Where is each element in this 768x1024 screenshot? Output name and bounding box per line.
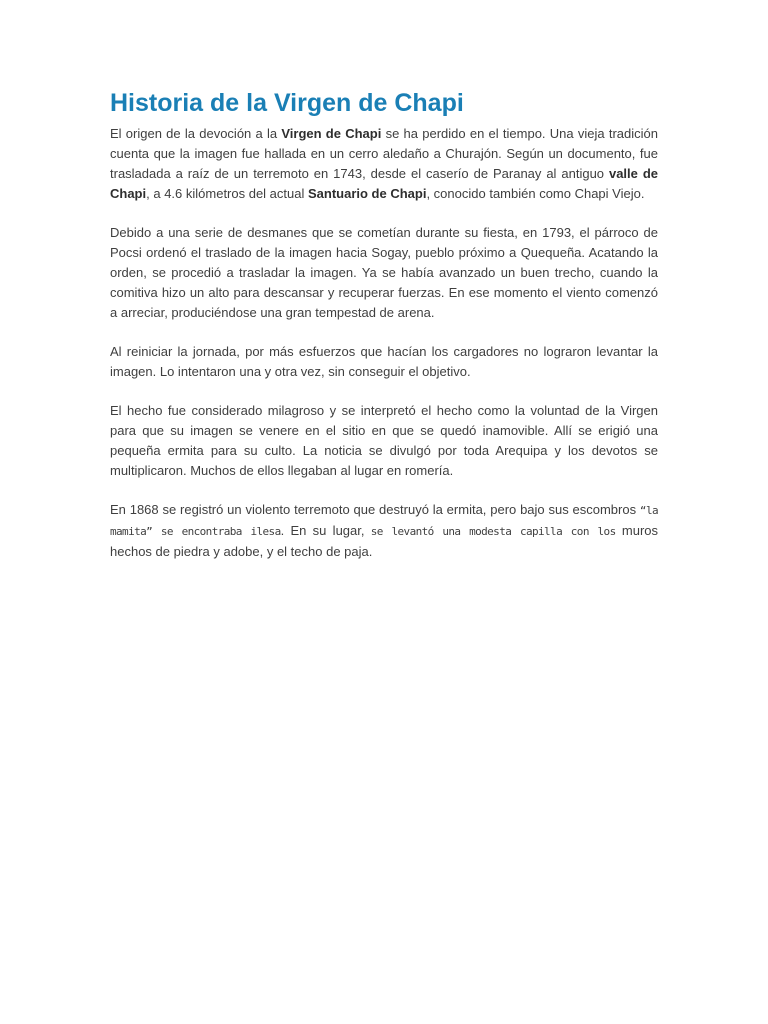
paragraph-milagro: El hecho fue considerado milagroso y se interpretó el hecho como la voluntad de la Virgen para que su imagen se venere en el sitio en que se quedó inamovible. Allí se erigió una pequeña ermita para su culto. La noticia se divulgó por toda Arequipa y los devotos se multiplicaron. Muchos de ellos llegaban al lugar en romería. — [110, 403, 658, 478]
paragraph-terremoto — [110, 500, 658, 562]
paragraph-traslado: Debido a una serie de desmanes que se cometían durante su fiesta, en 1793, el párroco de Pocsi ordenó el traslado de la imagen hacia Sogay, pueblo próximo a Quequeña. Acatando la orden, se procedió a trasladar la imagen. Ya se había avanzado un buen trecho, cuando la comitiva hizo un alto para descansar y recuperar fuerzas. En ese momento el viento comenzó a arreciar, produciéndose una gran tempestad de arena. — [110, 225, 658, 320]
paragraph-text: se ha perdido en el tiempo. Una vieja tradición cuenta que la imagen fue hallada en un cerro aledaño a Churajón. Según un documento, fue trasladada a raíz de un terremoto en 1743, desde el caserío de Paranay al antiguo — [110, 126, 658, 181]
page-title: Historia de la Virgen de Chapi — [110, 89, 464, 117]
paragraph-origin — [110, 124, 658, 204]
paragraph-text: , conocido también como Chapi Viejo. — [426, 186, 645, 201]
bold-virgen-de-chapi: Virgen de Chapi — [281, 126, 382, 141]
paragraph-text: . En su lugar, — [280, 523, 371, 538]
bold-santuario-de-chapi: Santuario de Chapi — [307, 186, 427, 201]
paragraph-jornada: Al reiniciar la jornada, por más esfuerzos que hacían los cargadores no lograron levantar la imagen. Lo intentaron una y otra vez, sin conseguir el objetivo. — [110, 344, 658, 379]
paragraph-text: , a 4.6 kilómetros del actual — [146, 186, 308, 201]
bold-valle-de-chapi: valle de Chapi — [110, 166, 658, 201]
paragraph-text: muros hechos de piedra y adobe, y el techo de paja. — [110, 523, 659, 559]
paragraph-text: El origen de la devoción a la — [110, 126, 282, 141]
paragraph-text: En 1868 se registró un violento terremoto que destruyó la ermita, pero bajo sus escombros — [110, 502, 640, 517]
document-page — [110, 86, 658, 581]
condensed-text-mamita: “la mamita” se encontraba ilesa — [110, 504, 658, 538]
condensed-text-capilla: se levantó una modesta capilla con los — [370, 525, 616, 538]
